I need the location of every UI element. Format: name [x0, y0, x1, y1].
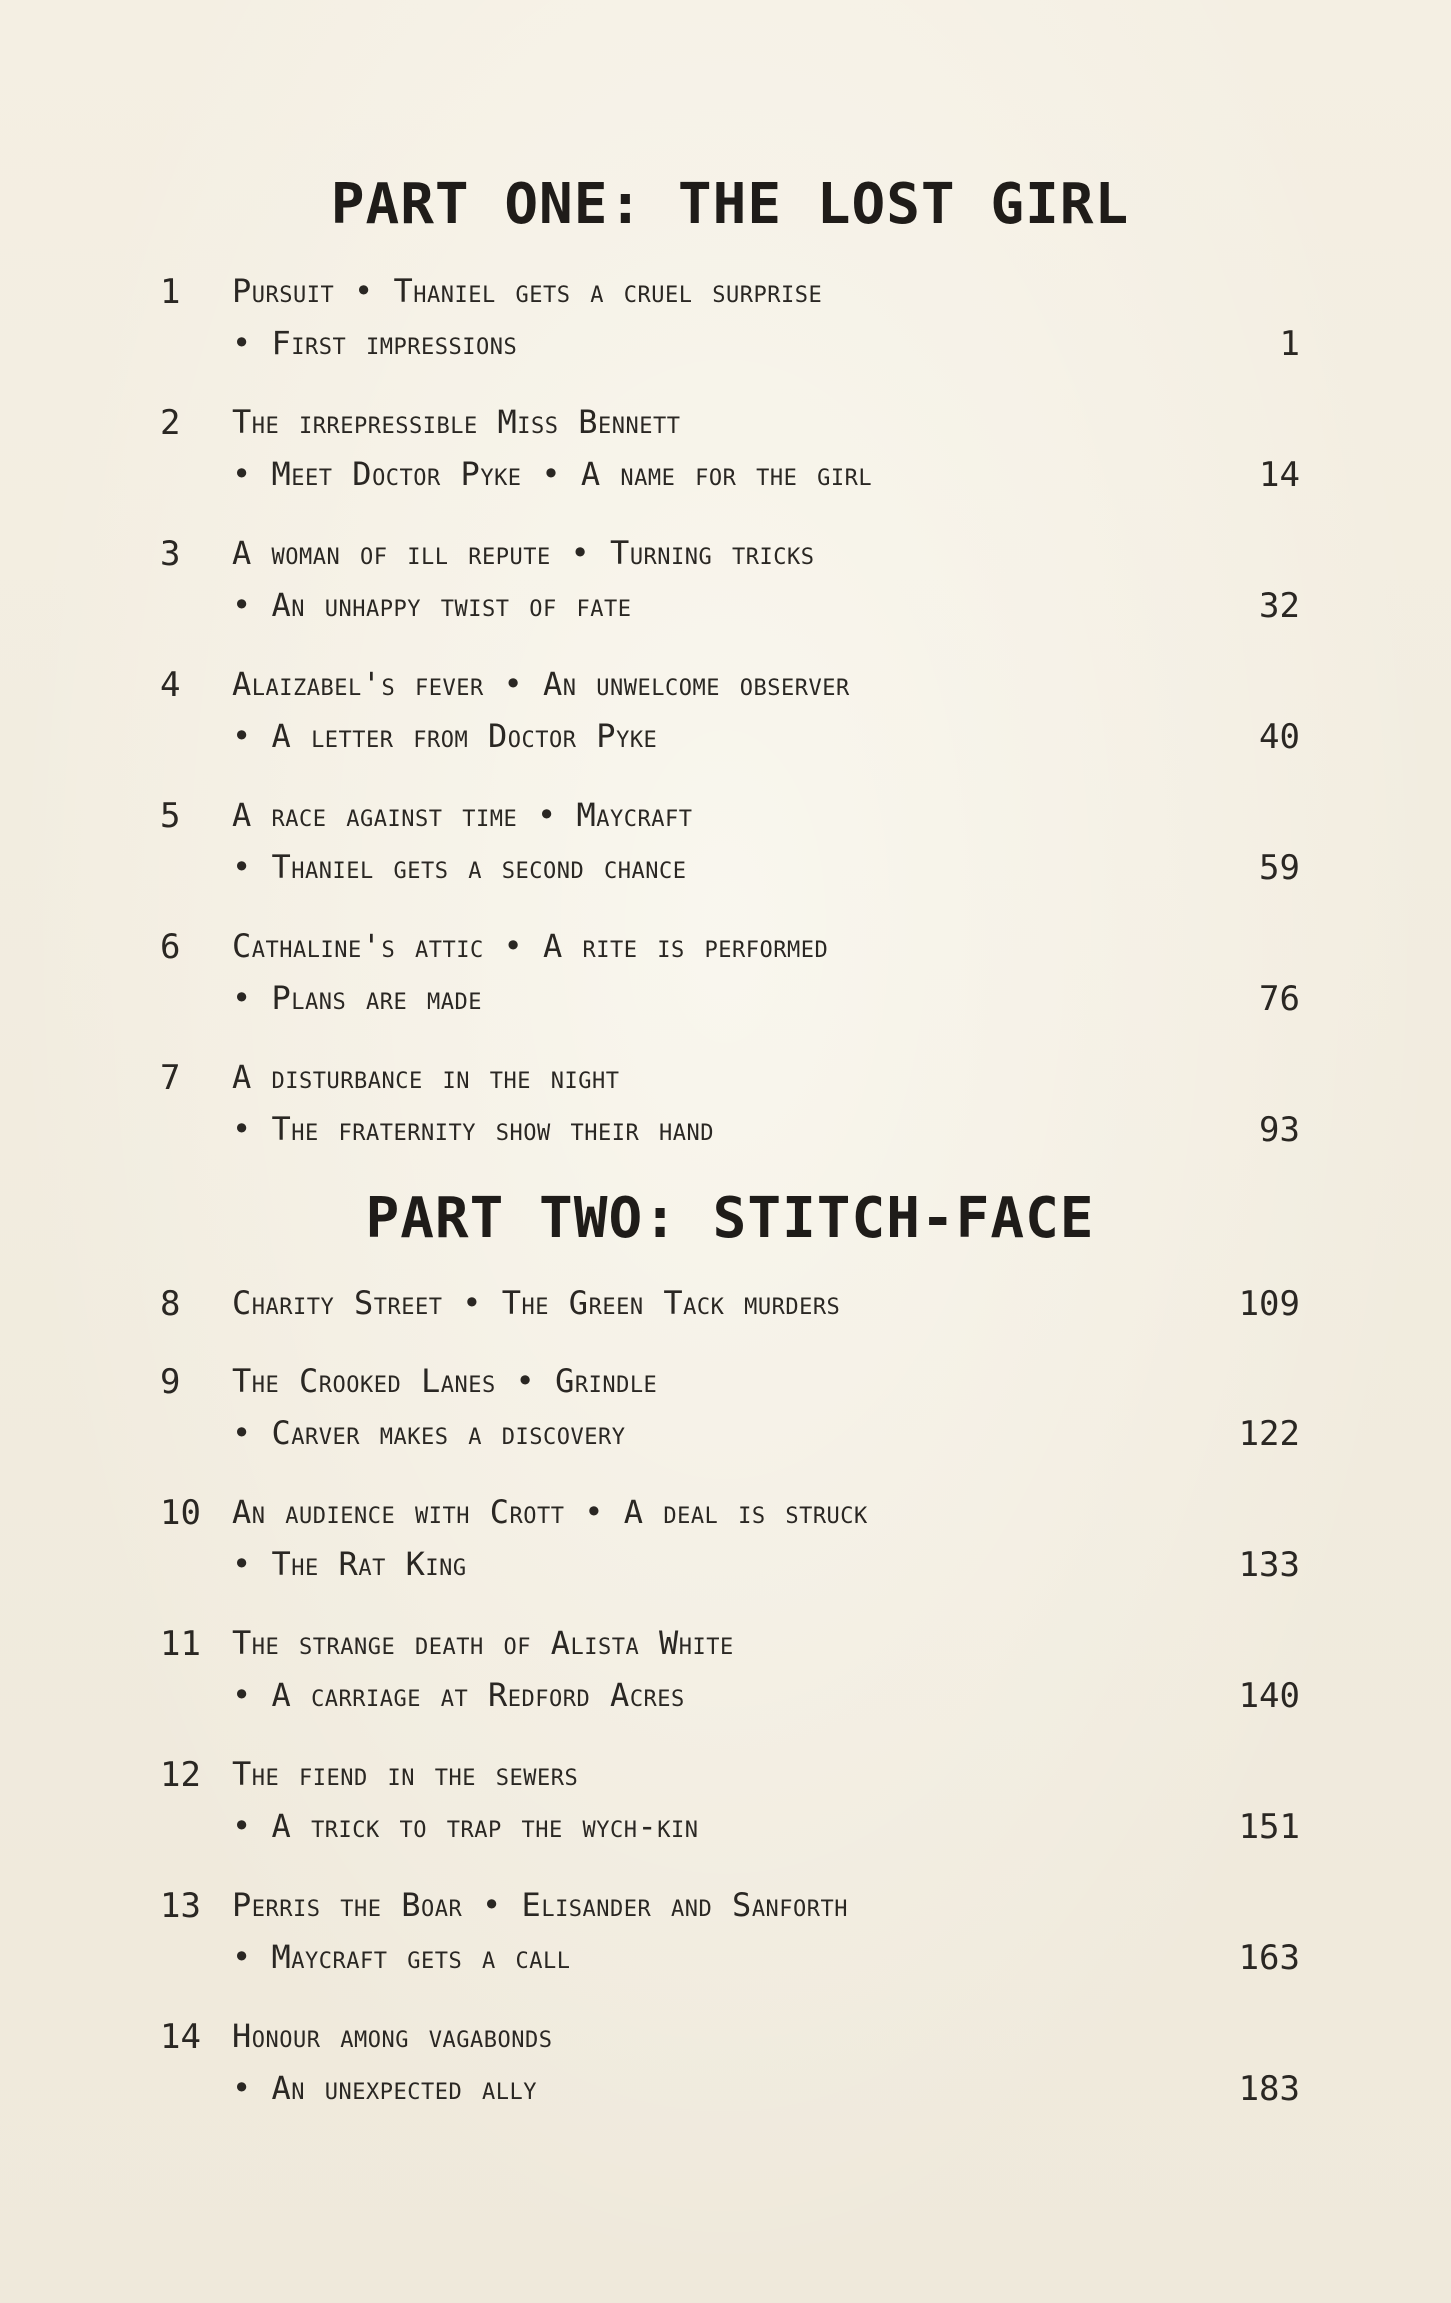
chapter-summary-line2: • Carver makes a discovery [232, 1414, 626, 1452]
chapter-page-number: 76 [1259, 979, 1300, 1019]
chapter-number: 13 [160, 1886, 201, 1926]
chapter-summary-line2: • Thaniel gets a second chance [232, 848, 687, 886]
chapter-summary-line2: • The fraternity show their hand [232, 1110, 714, 1148]
chapter-summary-line1: A disturbance in the night [232, 1058, 620, 1096]
chapter-page-number: 163 [1238, 1938, 1300, 1978]
part-one-heading: PART ONE: THE LOST GIRL [330, 172, 1130, 237]
chapter-summary-line1: A race against time • Maycraft [232, 796, 693, 834]
chapter-number: 9 [160, 1362, 181, 1402]
chapter-summary-line2: • A carriage at Redford Acres [232, 1676, 685, 1714]
chapter-summary-line1: Cathaline's attic • A rite is performed [232, 927, 829, 965]
chapter-summary-line1: Perris the Boar • Elisander and Sanforth [232, 1886, 849, 1924]
chapter-number: 11 [160, 1624, 201, 1664]
chapter-number: 1 [160, 272, 181, 312]
chapter-summary-line2: • First impressions [232, 324, 518, 362]
chapter-number: 7 [160, 1058, 181, 1098]
chapter-page-number: 14 [1259, 455, 1300, 495]
chapter-page-number: 32 [1259, 586, 1300, 626]
chapter-page-number: 109 [1238, 1284, 1300, 1324]
chapter-summary-line1: The strange death of Alista White [232, 1624, 734, 1662]
chapter-summary-line1: A woman of ill repute • Turning tricks [232, 534, 815, 572]
chapter-summary-line1: The fiend in the sewers [232, 1755, 579, 1793]
chapter-page-number: 140 [1238, 1676, 1300, 1716]
chapter-number: 5 [160, 796, 181, 836]
chapter-summary-line2: • A trick to trap the wych-kin [232, 1807, 699, 1845]
chapter-number: 10 [160, 1493, 201, 1533]
chapter-page-number: 93 [1259, 1110, 1300, 1150]
chapter-summary-line1: Alaizabel's fever • An unwelcome observer [232, 665, 850, 703]
chapter-summary-line1: The irrepressible Miss Bennett [232, 403, 681, 441]
chapter-summary-line1: An audience with Crott • A deal is struck [232, 1493, 868, 1531]
chapter-summary-line2: • An unhappy twist of fate [232, 586, 632, 624]
chapter-summary-line1: Honour among vagabonds [232, 2017, 553, 2055]
chapter-summary-line1: The Crooked Lanes • Grindle [232, 1362, 658, 1400]
chapter-page-number: 133 [1238, 1545, 1300, 1585]
chapter-summary-line1: Pursuit • Thaniel gets a cruel surprise [232, 272, 823, 310]
chapter-summary-line2: • Plans are made [232, 979, 483, 1017]
chapter-page-number: 151 [1238, 1807, 1300, 1847]
chapter-page-number: 40 [1259, 717, 1300, 757]
chapter-summary-line2: • Maycraft gets a call [232, 1938, 571, 1976]
chapter-number: 12 [160, 1755, 201, 1795]
chapter-number: 8 [160, 1284, 181, 1324]
chapter-summary-line1: Charity Street • The Green Tack murders [232, 1284, 841, 1322]
chapter-summary-line2: • The Rat King [232, 1545, 467, 1583]
chapter-summary-line2: • Meet Doctor Pyke • A name for the girl [232, 455, 873, 493]
chapter-page-number: 1 [1279, 324, 1300, 364]
chapter-page-number: 122 [1238, 1414, 1300, 1454]
chapter-number: 4 [160, 665, 181, 705]
chapter-number: 6 [160, 927, 181, 967]
chapter-number: 14 [160, 2017, 201, 2057]
chapter-summary-line2: • A letter from Doctor Pyke [232, 717, 658, 755]
chapter-number: 3 [160, 534, 181, 574]
chapter-page-number: 59 [1259, 848, 1300, 888]
chapter-page-number: 183 [1238, 2069, 1300, 2109]
chapter-summary-line2: • An unexpected ally [232, 2069, 538, 2107]
chapter-number: 2 [160, 403, 181, 443]
part-two-heading: PART TWO: STITCH-FACE [365, 1186, 1095, 1251]
